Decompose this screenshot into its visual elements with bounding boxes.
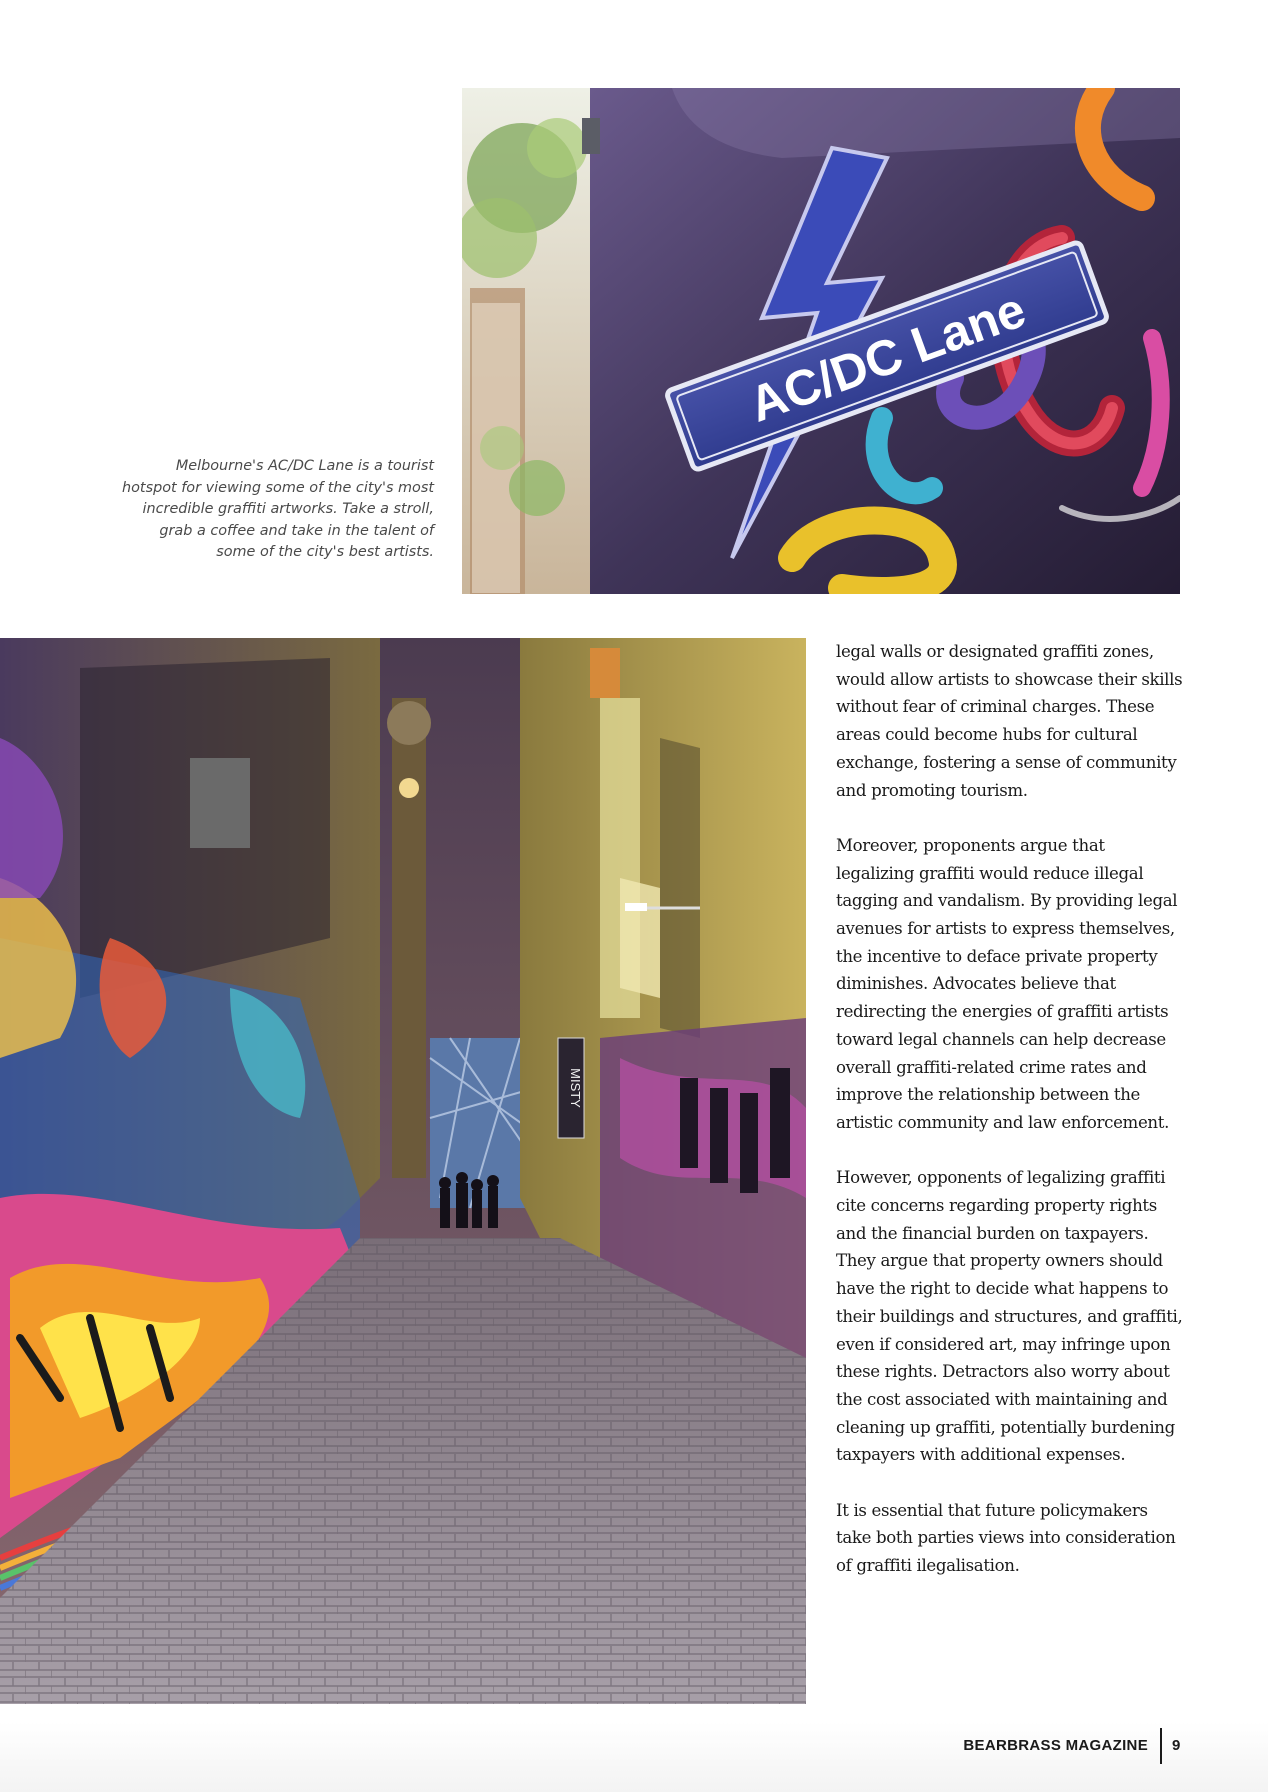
page-number: 9 (1172, 1737, 1181, 1754)
photo-caption: Melbourne's AC/DC Lane is a tourist hotspot for viewing some of the city's most incredible graffiti artworks. Take a stroll, grab a coffee and take in the talent of some of the city's best artists. (122, 458, 434, 560)
laneway-illustration (0, 638, 806, 1704)
acdc-lane-photo (462, 88, 1180, 594)
street-sign-text: AC/DC Lane (742, 281, 1033, 433)
misty-sign-text: MISTY (568, 1068, 583, 1108)
page-footer (0, 1722, 1268, 1792)
footer-divider (1160, 1728, 1162, 1764)
article-paragraph: Moreover, proponents argue that legalizing graffiti would reduce illegal tagging and vandalism. By providing legal avenues for artists to express themselves, the incentive to deface private property diminishes. Advocates believe that redirecting the energies of graffiti artists toward legal channels can help decrease overall graffiti-related crime rates and improve the relationship between the artistic community and law enforcement. (836, 835, 1178, 1132)
article-paragraph: It is essential that future policymakers take both parties views into consideration of graffiti ilegalisation. (836, 1500, 1176, 1576)
hosier-lane-photo (0, 638, 806, 1704)
magazine-name: BEARBRASS MAGAZINE (963, 1737, 1148, 1754)
acdc-lane-illustration (462, 88, 1180, 594)
article-body (836, 638, 1186, 1608)
article-paragraph: legal walls or designated graffiti zones, would allow artists to showcase their skills without fear of criminal charges. These areas could become hubs for cultural exchange, fostering a sense of community and promoting tourism. (836, 642, 1183, 800)
article-paragraph: However, opponents of legalizing graffiti cite concerns regarding property rights and the financial burden on taxpayers. They argue that property owners should have the right to decide what happens to their buildings and structures, and graffiti, even if considered art, may infringe upon these rights. Detractors also worry about the cost associated with maintaining and cleaning up graffiti, potentially burdening taxpayers with additional expenses. (836, 1168, 1183, 1465)
